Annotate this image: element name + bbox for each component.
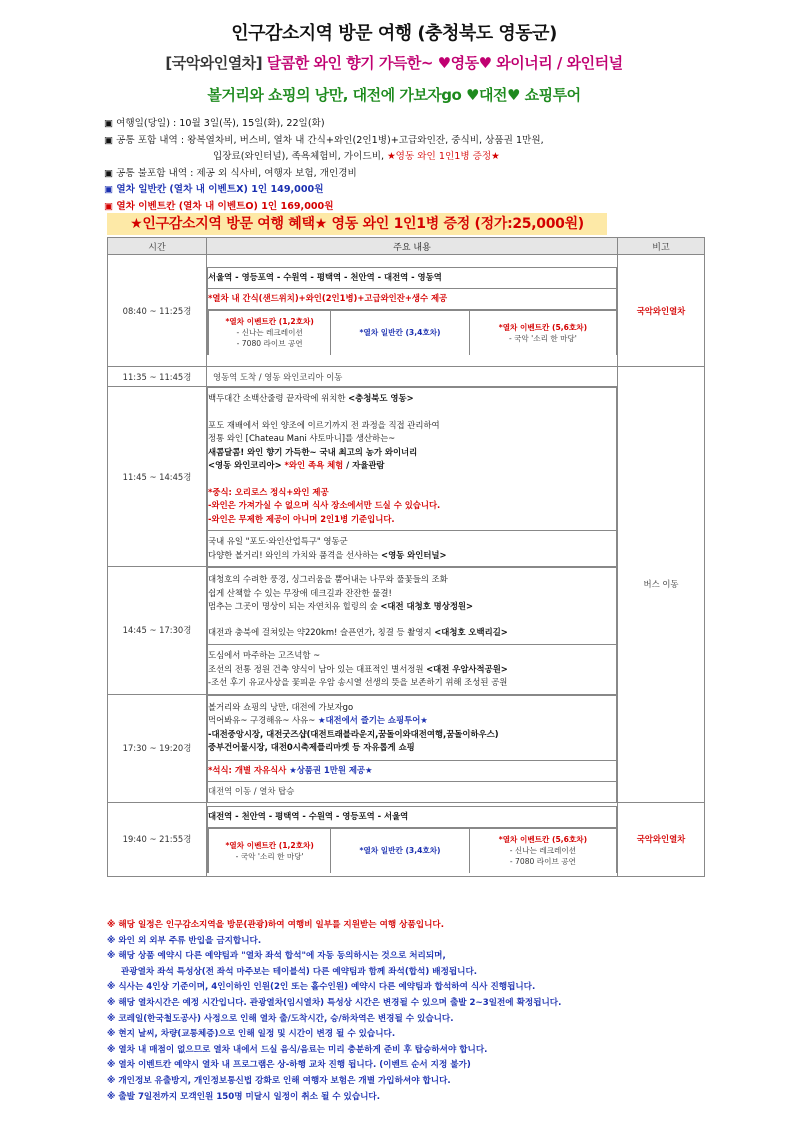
row-time: 11:35 ~ 11:45경 bbox=[108, 367, 207, 387]
header-time: 시간 bbox=[108, 238, 207, 255]
tunnel-line: 다양한 볼거리! 와인의 가치와 품격을 선사하는 <영동 와인터널> bbox=[208, 549, 447, 560]
uam-section bbox=[208, 645, 617, 694]
table-row bbox=[108, 367, 705, 387]
row-content: 영동역 도착 / 영동 와인코리아 이동 bbox=[207, 367, 618, 387]
note-item: ※ 와인 외 외부 주류 반입을 금지합니다. bbox=[107, 935, 262, 946]
row-content bbox=[207, 694, 618, 802]
note-item: ※ 해당 일정은 인구감소지역을 방문(관광)하여 여행비 일부를 지원받는 여행 상품입니다. bbox=[107, 920, 444, 930]
daecheong-line: 쉽게 산책할 수 있는 무장애 데크길과 잔잔한 물결! bbox=[208, 587, 392, 598]
table-row bbox=[108, 255, 705, 367]
lunch-info: -와인은 가져가실 수 없으며 식사 장소에서만 드실 수 있습니다. bbox=[208, 500, 441, 510]
car-event-2 bbox=[469, 828, 616, 873]
note-item: ※ 해당 상품 예약시 다른 예약팀과 "열차 좌석 합석"에 자동 동의하시는 것으로 처리되며, bbox=[107, 951, 446, 962]
note-train: 국악와인열차 bbox=[618, 255, 705, 367]
winery-line: 새콤달콤! 와인 향기 가득한~ 국내 최고의 농가 와이너리 bbox=[208, 446, 418, 457]
uam-line: 도심에서 마주하는 고즈넉함 ~ bbox=[208, 650, 321, 660]
note-item: 관광열차 좌석 특성상(전 좌석 마주보는 테이블석) 다른 예약팀과 함께 좌석(합석) 배정됩니다. bbox=[121, 966, 478, 977]
price-normal: ▣ 열차 일반칸 (열차 내 이벤트X) 1인 149,000원 bbox=[104, 184, 324, 195]
car-event-1-title: *열차 이벤트칸 (1,2호차) bbox=[225, 840, 314, 850]
excluded-items: ▣ 공통 불포함 내역 : 제공 외 식사비, 여행자 보험, 개인경비 bbox=[104, 167, 357, 179]
car-event-2-line1: - 신나는 레크레이션 bbox=[509, 846, 577, 855]
dinner-info: *석식: 개별 자유식사 ★상품권 1만원 제공★ bbox=[208, 760, 617, 781]
row-time: 08:40 ~ 11:25경 bbox=[108, 255, 207, 367]
wine-tunnel-section bbox=[208, 531, 617, 567]
page-title: 인구감소지역 방문 여행 (충청북도 영동군) bbox=[231, 23, 557, 44]
winery-line: 포도 재배에서 와인 양조에 이르기까지 전 과정을 직접 관리하여 bbox=[208, 419, 440, 430]
table-row bbox=[108, 694, 705, 802]
row-time: 19:40 ~ 21:55경 bbox=[108, 802, 207, 876]
car-event-1-title: *열차 이벤트칸 (1,2호차) bbox=[225, 317, 314, 326]
daecheong-line: 멈추는 그곳이 명상이 되는 자연치유 힐링의 숲 <대전 대청호 명상정원> bbox=[208, 601, 474, 611]
subtitle-text: 달콤한 와인 향기 가득한~ ♥영동♥ 와이너리 / 와인터널 bbox=[262, 54, 623, 72]
car-event-1-line1: - 신나는 레크레이션 bbox=[236, 328, 303, 337]
subtitle bbox=[104, 52, 684, 74]
shopping-line: -대전중앙시장, 대전굿즈샵(대전트래블라운지,꿈돌이와대전여행,꿈돌이하우스) bbox=[208, 728, 499, 739]
car-event-1-line1: - 국악 '소리 한 마당' bbox=[235, 851, 304, 861]
subtitle-2: 볼거리와 쇼핑의 낭만, 대전에 가보자go ♥대전♥ 쇼핑투어 bbox=[207, 86, 581, 104]
table-header-row bbox=[108, 238, 705, 255]
benefit-banner: ★인구감소지역 방문 여행 혜택★ 영동 와인 1인1병 증정 (정가:25,000원) bbox=[107, 213, 607, 235]
car-normal: *열차 일반칸 (3,4호차) bbox=[331, 828, 470, 873]
note-item: ※ 열차 내 매점이 없으므로 열차 내에서 드실 음식/음료는 미리 충분하게 준비 후 탑승하셔야 합니다. bbox=[107, 1044, 488, 1055]
row-time: 11:45 ~ 14:45경 bbox=[108, 387, 207, 567]
table-row bbox=[108, 567, 705, 695]
daecheong-section bbox=[208, 568, 617, 645]
row-content bbox=[207, 802, 618, 876]
row-time: 17:30 ~ 19:20경 bbox=[108, 694, 207, 802]
shopping-line: 볼거리와 쇼핑의 낭만, 대전에 가보자go bbox=[208, 701, 354, 712]
car-event-2-title: *열차 이벤트칸 (5,6호차) bbox=[498, 322, 588, 332]
winery-line: <영동 와인코리아> *와인 족욕 체험 / 자율관람 bbox=[208, 460, 385, 470]
daecheong-line: 대청호의 수려한 풍경, 싱그러움을 뿜어내는 나무와 풀꽃들의 조화 bbox=[208, 574, 448, 584]
header-note: 비고 bbox=[618, 238, 705, 255]
daecheong-line: 대전과 충북에 걸쳐있는 약220km! 슬픈연가, 칭결 등 촬영지 <대청호 오백리길> bbox=[208, 626, 508, 637]
car-event-1 bbox=[209, 310, 331, 355]
route-return: 대전역 - 천안역 - 평택역 - 수원역 - 영등포역 - 서울역 bbox=[208, 806, 617, 827]
price-event: ▣ 열차 이벤트칸 (열차 내 이벤트O) 1인 169,000원 bbox=[104, 200, 334, 212]
included-items: ▣ 공통 포함 내역 : 왕복열차비, 버스비, 열차 내 간식+와인(2인1병)+고급와인잔, 중식비, 상품권 1만원, bbox=[104, 134, 544, 146]
row-content bbox=[207, 567, 618, 695]
schedule-table bbox=[107, 237, 705, 877]
lunch-info: -와인은 무제한 제공이 아니며 2인1병 기준입니다. bbox=[208, 513, 395, 524]
car-event-2-title: *열차 이벤트칸 (5,6호차) bbox=[498, 835, 588, 844]
uam-line: -조선 후기 유교사상을 꽃피운 우암 송시열 선생의 뜻을 보존하기 위해 조성된 공원 bbox=[208, 677, 508, 687]
notes-list bbox=[107, 918, 705, 1105]
note-train: 국악와인열차 bbox=[618, 802, 705, 876]
note-bus: 버스 이동 bbox=[618, 367, 705, 803]
table-row bbox=[108, 387, 705, 567]
table-row bbox=[108, 802, 705, 876]
uam-line: 조선의 전통 정원 건축 양식이 남아 있는 대표적인 별서정원 <대전 우암사적공원> bbox=[208, 663, 508, 674]
included-items-2-text: 입장료(와인터널), 족욕체험비, 가이드비, bbox=[213, 151, 388, 162]
car-event-2-line1: - 국악 '소리 한 마당' bbox=[508, 333, 577, 343]
note-item: ※ 현지 날씨, 차량(교통체증)으로 인해 일정 및 시간이 변경 될 수 있습니다. bbox=[107, 1029, 396, 1040]
wine-gift-highlight: ★영동 와인 1인1병 증정★ bbox=[387, 151, 500, 162]
included-items-2 bbox=[104, 149, 684, 166]
snack-info: *열차 내 간식(샌드위치)+와인(2인1병)+고급와인잔+생수 제공 bbox=[208, 288, 617, 309]
winery-line: 정통 와인 [Chateau Mani 샤토마니]를 생산하는~ bbox=[208, 433, 396, 443]
row-content bbox=[207, 387, 618, 567]
note-item: ※ 식사는 4인상 기준이며, 4인이하인 인원(2인 또는 홀수인원) 예약시 다른 예약팀과 합석하여 식사 진행됩니다. bbox=[107, 982, 536, 993]
note-item: ※ 열차 이벤트칸 예약시 열차 내 프로그램은 상-하행 교차 진행 됩니다. (이벤트 순서 지정 불가) bbox=[107, 1060, 471, 1071]
winery-line: 백두대간 소백산줄령 끝자락에 위치한 <충청북도 영동> bbox=[208, 393, 414, 403]
note-item: ※ 해당 열차시간은 예정 시간입니다. 관광열차(임시열차) 특성상 시간은 변경될 수 있으며 출발 2~3일전에 확정됩니다. bbox=[107, 997, 562, 1008]
shopping-section bbox=[208, 695, 617, 760]
car-event-1-line2: - 7080 라이브 공연 bbox=[236, 339, 303, 348]
header-content: 주요 내용 bbox=[207, 238, 618, 255]
car-event-1 bbox=[209, 828, 331, 873]
car-normal: *열차 일반칸 (3,4호차) bbox=[331, 310, 470, 355]
travel-date: ▣ 여행일(당일) : 10월 3일(목), 15일(화), 22일(화) bbox=[104, 118, 325, 129]
row-time: 14:45 ~ 17:30경 bbox=[108, 567, 207, 695]
shopping-line: 중부건어물시장, 대전0시축제플리마켓 등 자유롭게 쇼핑 bbox=[208, 742, 415, 752]
car-event-2 bbox=[469, 310, 616, 355]
info-block bbox=[104, 116, 684, 215]
note-item: ※ 코레일(한국철도공사) 사정으로 인해 열차 출/도착시간, 승/하차역은 변경될 수 있습니다. bbox=[107, 1013, 454, 1024]
header bbox=[104, 20, 684, 215]
car-event-2-line2: - 7080 라이브 공연 bbox=[509, 857, 576, 866]
boarding-info: 대전역 이동 / 열차 탑승 bbox=[208, 781, 617, 802]
winery-section bbox=[208, 388, 617, 531]
note-item: ※ 출발 7일전까지 모객인원 150명 미달시 일정이 취소 될 수 있습니다. bbox=[107, 1091, 380, 1102]
tunnel-line: 국내 유일 "포도·와인산업특구" 영동군 bbox=[208, 536, 348, 546]
subtitle-prefix: [국악와인열차] bbox=[165, 54, 263, 72]
note-item: ※ 개인정보 유출방지, 개인정보통신법 강화로 인해 여행자 보험은 개별 가입하셔야 합니다. bbox=[107, 1075, 451, 1086]
row-content bbox=[207, 255, 618, 367]
route-outbound: 서울역 - 영등포역 - 수원역 - 평택역 - 천안역 - 대전역 - 영동역 bbox=[208, 267, 617, 288]
shopping-line: 먹어봐유~ 구경해유~ 사유~ ★대전에서 즐기는 쇼핑투어★ bbox=[208, 715, 428, 725]
lunch-info: *중식: 오리로스 정식+와인 제공 bbox=[208, 486, 329, 497]
